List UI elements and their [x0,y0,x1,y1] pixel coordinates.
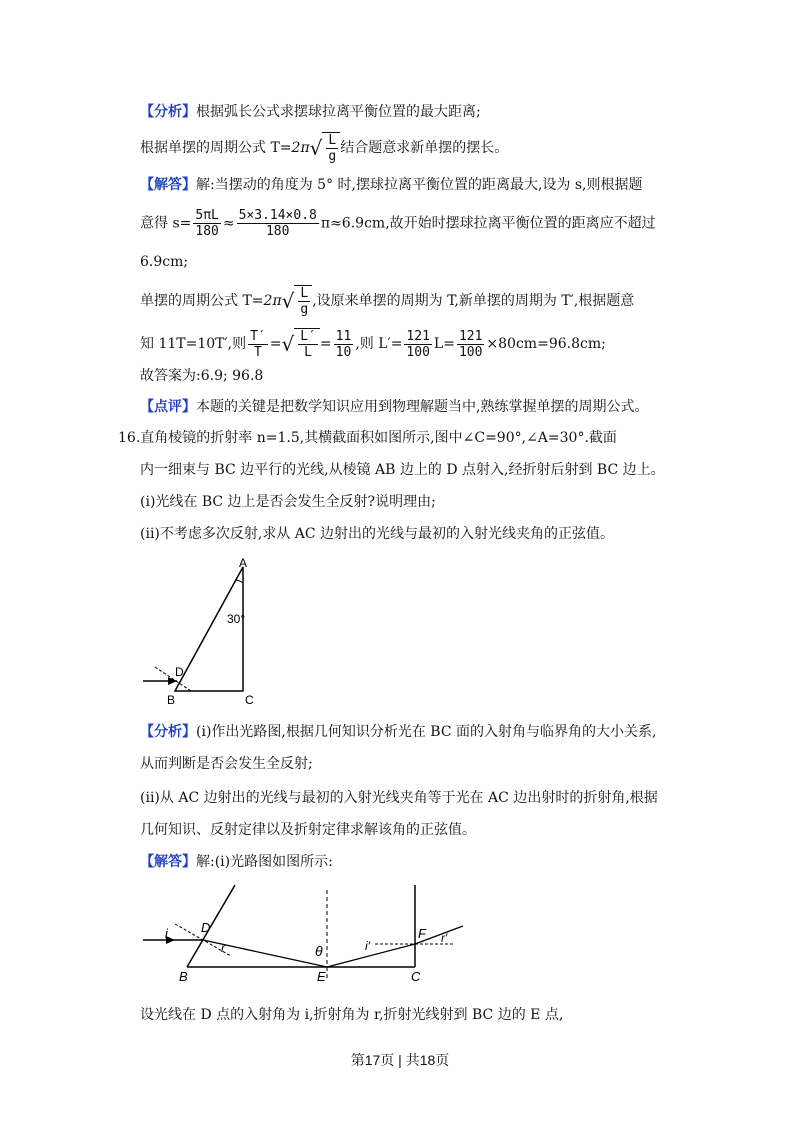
prism-figure [135,555,275,705]
text-span: ,则 L′= [355,336,403,352]
frac-num: 121 [458,328,483,344]
label-C: C [411,969,421,984]
analysis-tag: 【分析】 [140,724,196,740]
analysis-text: 根据弧长公式求摆球拉离平衡位置的最大距离; [196,104,481,120]
text-span: ,设原来单摆的周期为 T,新单摆的周期为 T′,根据题意 [312,293,635,309]
fraction [237,208,319,239]
analysis-line [140,102,481,122]
fraction [457,329,484,360]
label-i: i [165,926,168,941]
comment-tag: 【点评】 [140,399,196,415]
frac-den: 100 [458,344,483,360]
label-r2: r′ [441,931,448,945]
final-line: 设光线在 D 点的入射角为 i,折射角为 r,折射光线射到 BC 边的 E 点, [140,1007,564,1023]
approx-sign: ≈ [222,215,235,232]
frac-num: 5×3.14×0.8 [238,208,317,223]
fraction [334,329,354,360]
frac-num: 11 [335,328,352,344]
frac-num: L [300,286,309,301]
analysis-text: (i)作出光路图,根据几何知识分析光在 BC 面的入射角与临界角的大小关系, [196,724,657,740]
prism-triangle [175,567,246,691]
frac-den: L [304,345,312,360]
label-D: D [201,920,211,935]
frac-den: g [328,149,337,164]
equals: = [319,336,332,352]
question-16-part2: (ii)不考虑多次反射,求从 AC 边射出的光线与最初的入射光线夹角的正弦值。 [140,526,615,542]
text-span: 根据单摆的周期公式 T= [140,140,292,156]
label-r: r [221,941,225,955]
label-angle: 30° [227,612,246,626]
solution-text: 解:当摆动的角度为 5° 时,摆球拉离平衡位置的距离最大,设为 s,则根据题 [196,177,643,193]
frac-num: T′ [250,328,266,344]
frac-den: T [254,344,262,360]
frac-den: 180 [265,224,290,239]
label-i2: i′ [365,939,370,953]
ratio-line [140,328,606,360]
frac-den: 10 [335,344,352,360]
label-B: B [167,693,176,705]
page-footer: 第17页 | 共18页 [350,1052,450,1068]
question-16-line2: 内一细束与 BC 边平行的光线,从棱镜 AB 边上的 D 点射入,经折射后射到 BC 边上。 [140,462,665,478]
two-pi: 2π [291,140,310,156]
frac-num: 121 [406,328,430,344]
label-B: B [179,969,188,984]
solution-tag: 【解答】 [140,854,196,870]
text-span: 结合题意求新单摆的摆长。 [340,140,509,156]
text-span: 知 11T=10T′,则 [140,336,247,352]
radical-sign: √ [309,136,323,160]
analysis-16-line2: 从而判断是否会发生全反射; [140,756,313,772]
frac-num: L [328,133,337,148]
label-F: F [418,926,426,941]
analysis-16-line3: (ii)从 AC 边射出的光线与最初的入射光线夹角等于光在 AC 边出射时的折射角,根据 [140,790,658,806]
label-D: D [175,665,184,679]
sqrt-body [294,328,320,360]
question-16-part1: (i)光线在 BC 边上是否会发生全反射?说明理由; [140,494,436,510]
label-E: E [317,969,326,984]
text-span: 单摆的周期公式 T= [140,293,264,309]
fraction [248,329,268,360]
label-A: A [239,556,248,570]
analysis-16-line1 [140,722,656,742]
label-C: C [245,693,254,705]
period-formula-line [140,132,508,164]
equals: = [269,336,282,352]
solution-tag: 【解答】 [140,177,196,193]
angle-arc [236,580,243,583]
text-span: ×80cm=96.8cm; [486,336,606,352]
light-path-figure [135,880,475,985]
comment-text: 本题的关键是把数学知识应用到物理解题当中,熟练掌握单摆的周期公式。 [196,399,649,415]
comment-line [140,397,648,417]
distance-line [140,208,656,239]
frac-num: L′ [300,329,316,344]
frac-den: 180 [195,224,219,239]
text-span: L= [433,336,455,352]
analysis-tag: 【分析】 [140,104,196,120]
question-16-line1: 16.直角棱镜的折射率 n=1.5,其横截面积如图所示,图中∠C=90°,∠A=30°.截面 [118,430,617,446]
distance-line-end: 6.9cm; [140,254,189,270]
radical-sign: √ [281,332,295,356]
sqrt-body [322,132,340,164]
sqrt-body [294,285,312,317]
radical-sign: √ [281,289,295,313]
fraction [404,329,431,360]
answer-line: 故答案为:6.9; 96.8 [140,368,264,384]
two-pi: 2π [263,293,282,309]
frac-den: 100 [406,344,430,360]
text-span: π≈6.9cm,故开始时摆球拉离平衡位置的距离应不超过 [320,215,656,232]
label-theta: θ [315,943,323,959]
frac-den: g [300,302,309,317]
solution-text: 解:(i)光路图如图所示: [196,854,333,870]
period-line [140,285,634,317]
analysis-16-line4: 几何知识、反射定律以及折射定律求解该角的正弦值。 [140,822,476,838]
solution-line [140,175,643,195]
text-span: 意得 s= [140,215,192,232]
reflected-ray [327,944,415,967]
solution-16-line [140,852,333,872]
fraction [193,208,220,239]
frac-num: 5πL [195,208,219,223]
